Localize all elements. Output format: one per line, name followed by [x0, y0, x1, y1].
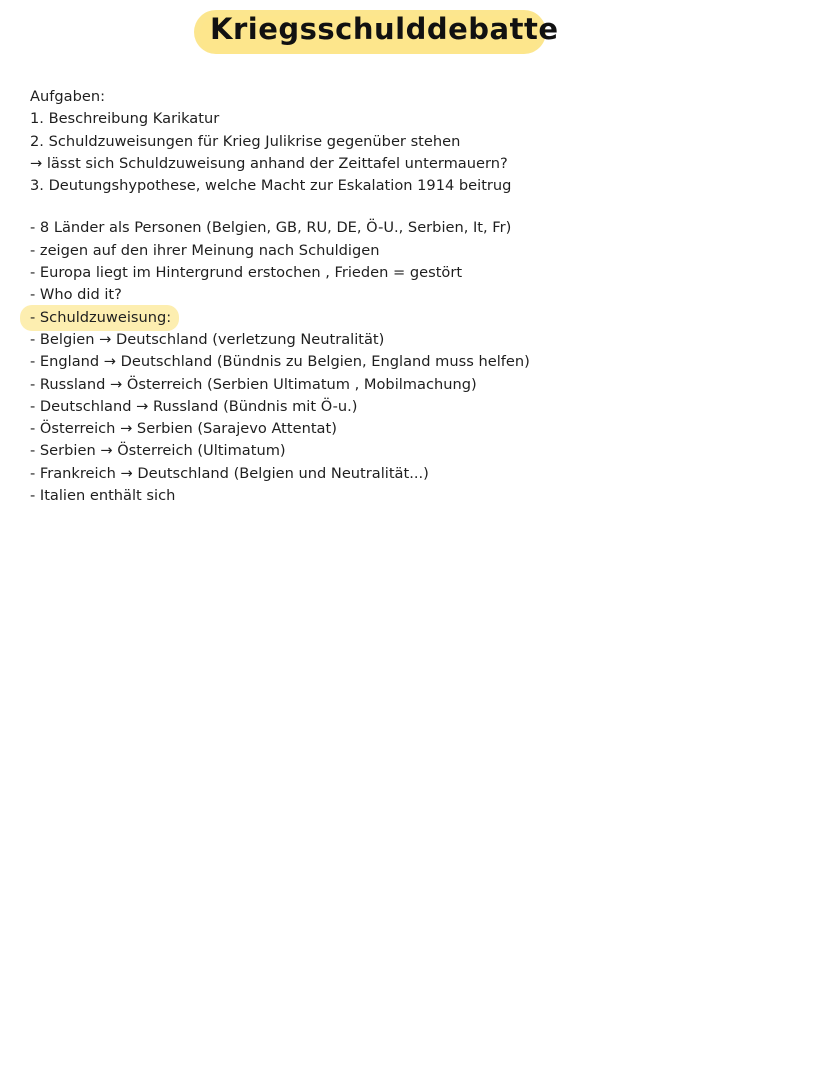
document-body [30, 86, 810, 507]
title-block [194, 6, 559, 56]
highlighted-note-row [30, 307, 810, 329]
blame-item-england: - England → Deutschland (Bündnis zu Belgien, England muss helfen) [30, 353, 530, 371]
note-item: - Who did it? [30, 286, 122, 304]
blame-item-belgien: - Belgien → Deutschland (verletzung Neutralität) [30, 330, 385, 348]
task-item-2: 2. Schuldzuweisungen für Krieg Julikrise gegenüber stehen [30, 132, 461, 150]
blame-item-frankreich: - Frankreich → Deutschland (Belgien und Neutralität...) [30, 464, 429, 482]
blame-item-italien: - Italien enthält sich [30, 487, 176, 505]
note-item: - zeigen auf den ihrer Meinung nach Schuldigen [30, 241, 380, 259]
tasks-heading: Aufgaben: [30, 88, 105, 105]
blame-item-oesterreich: - Österreich → Serbien (Sarajevo Attentat) [30, 420, 337, 438]
note-item: - 8 Länder als Personen (Belgien, GB, RU, DE, Ö-U., Serbien, It, Fr) [30, 219, 512, 237]
section-gap [30, 197, 810, 217]
note-item: - Europa liegt im Hintergrund erstochen , Frieden = gestört [30, 264, 463, 282]
blame-item-serbien: - Serbien → Österreich (Ultimatum) [30, 442, 286, 460]
blame-item-deutschland: - Deutschland → Russland (Bündnis mit Ö-u.) [30, 397, 358, 415]
page-title: Kriegsschulddebatte [210, 12, 559, 46]
blame-item-russland: - Russland → Österreich (Serbien Ultimatum , Mobilmachung) [30, 375, 477, 393]
highlighted-note: - Schuldzuweisung: [30, 307, 171, 329]
task-item-1: 1. Beschreibung Karikatur [30, 110, 220, 128]
task-item-2-sub: → lässt sich Schuldzuweisung anhand der Zeittafel untermauern? [30, 154, 508, 172]
task-item-3: 3. Deutungshypothese, welche Macht zur Eskalation 1914 beitrug [30, 177, 512, 195]
